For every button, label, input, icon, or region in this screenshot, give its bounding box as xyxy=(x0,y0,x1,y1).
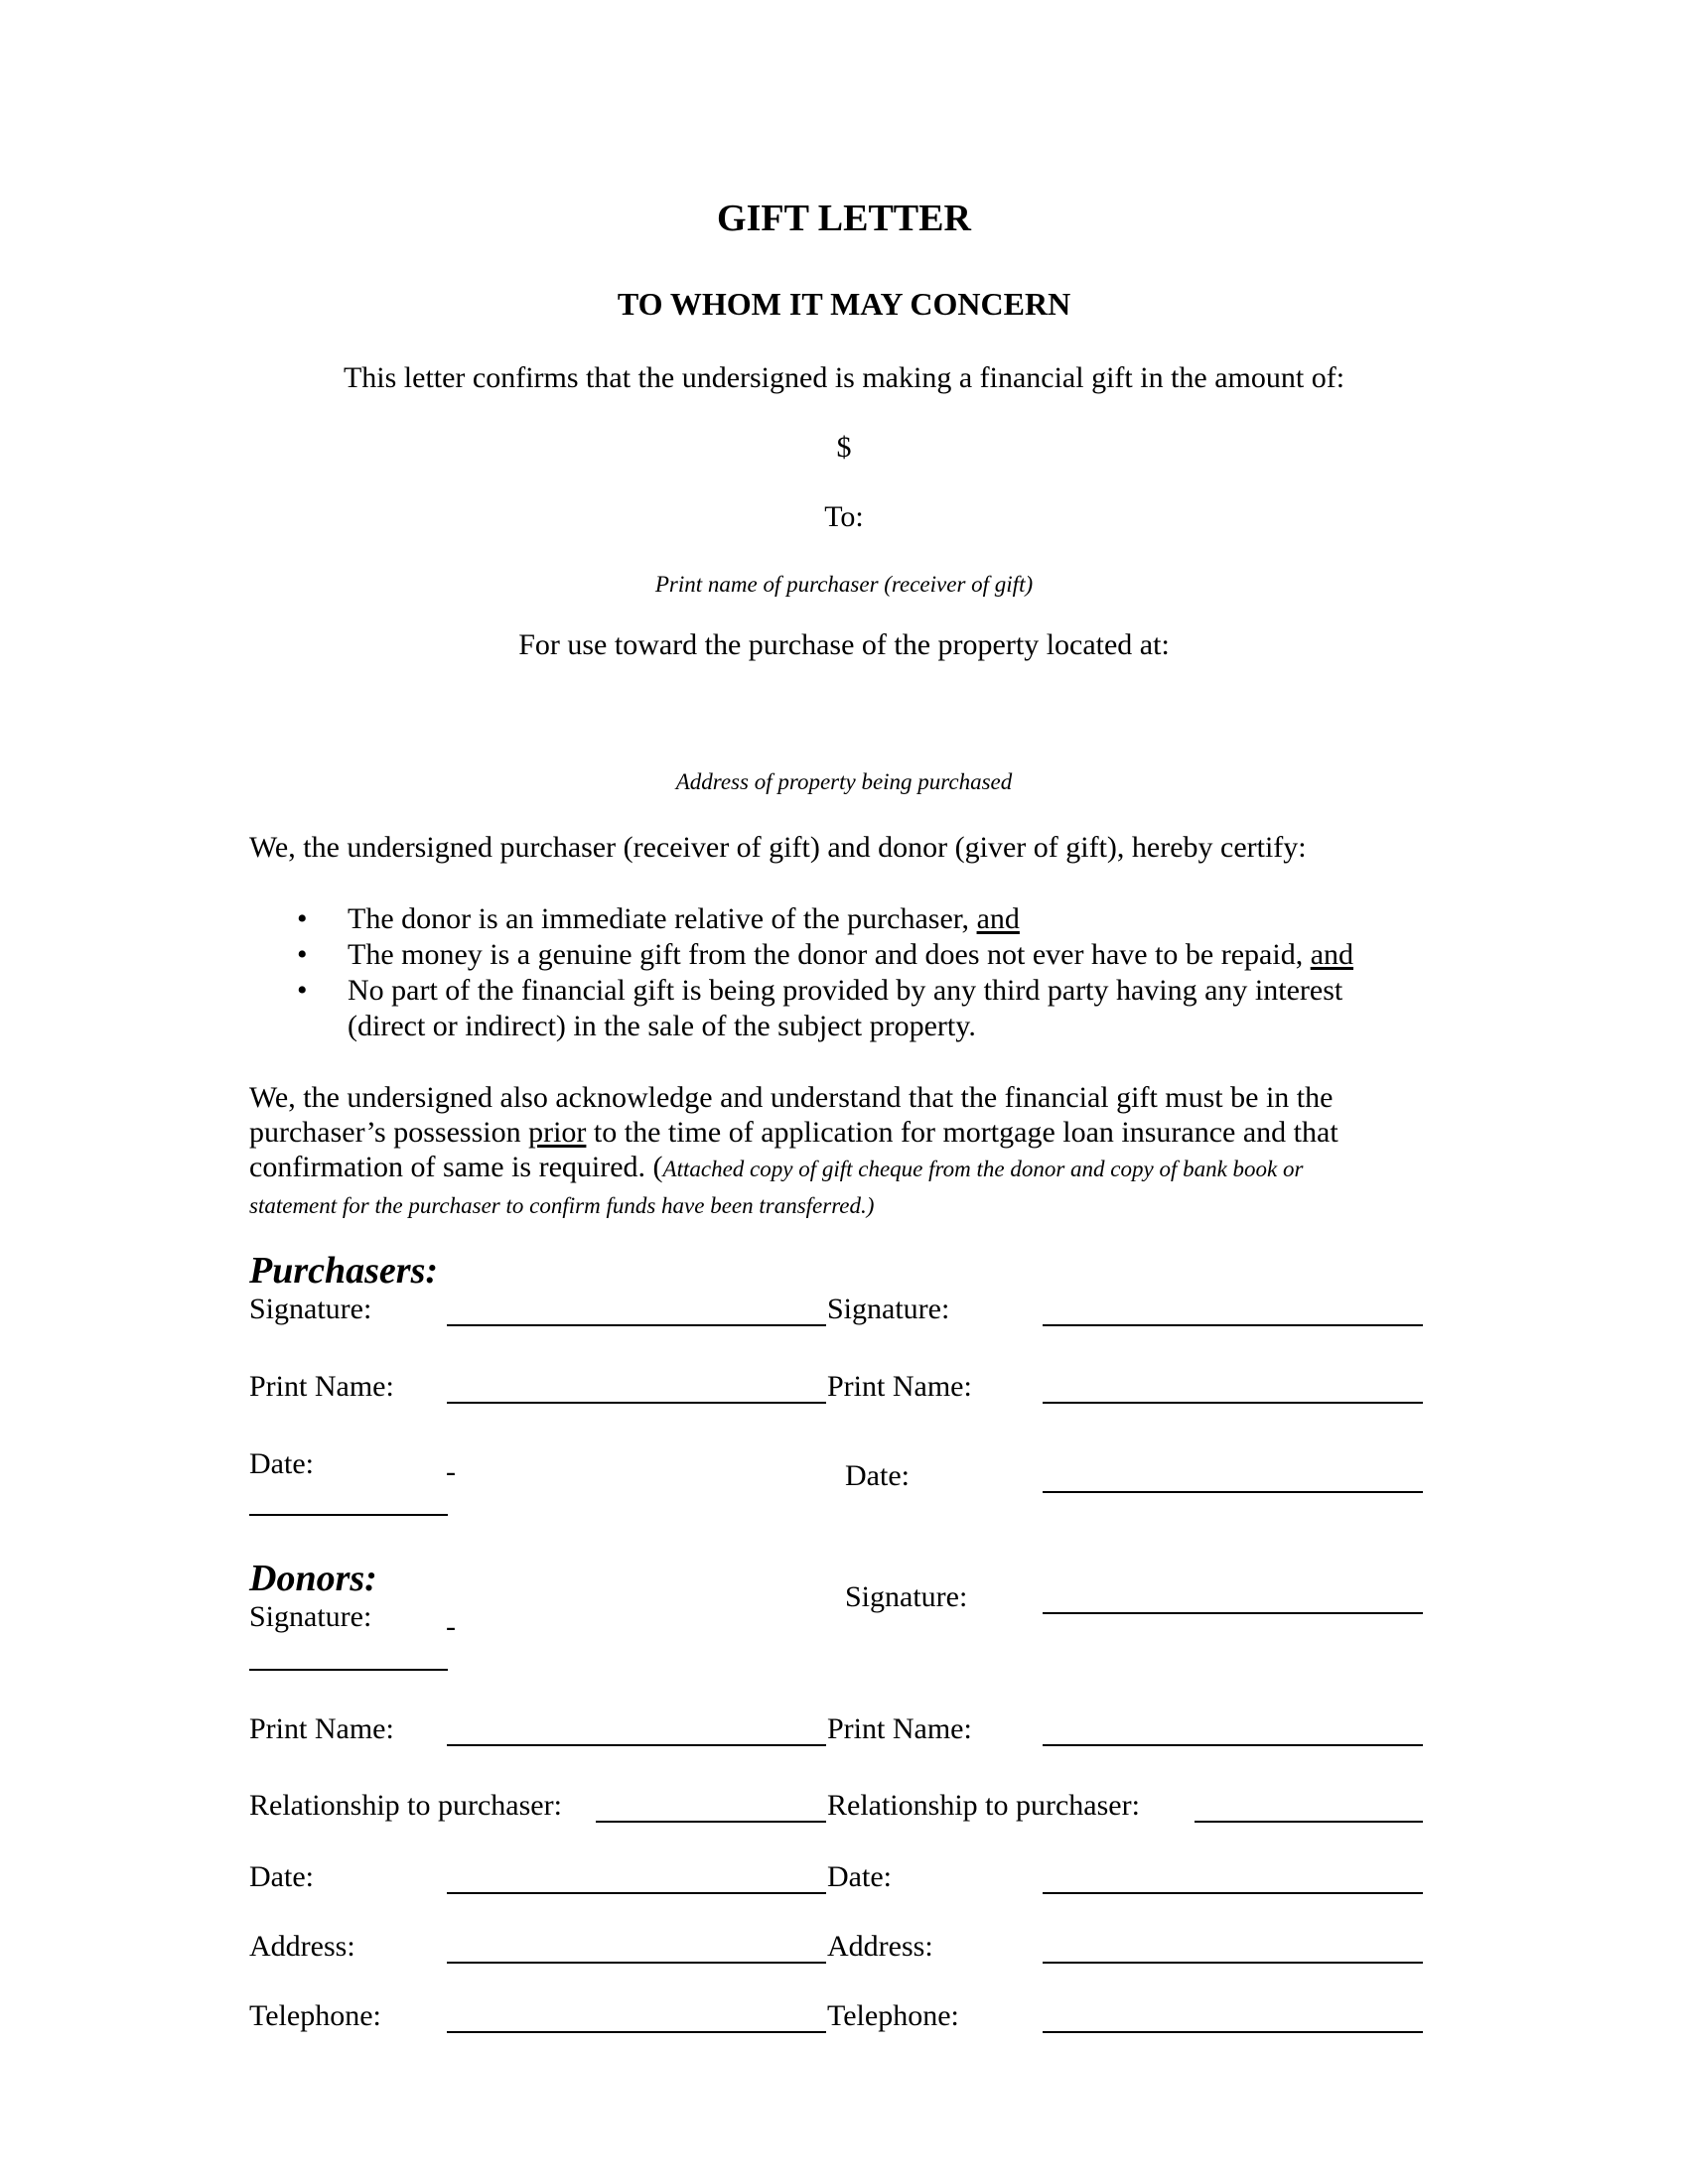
purchaser-date-label: Date: xyxy=(249,1447,314,1480)
purchaser-print-name-label: Print Name: xyxy=(827,1370,972,1403)
donor-relationship-label: Relationship to purchaser: xyxy=(827,1789,1140,1822)
confirm-text: This letter confirms that the undersigned is making a financial gift in the amount of: xyxy=(343,361,1345,394)
donor2-print-name-field[interactable] xyxy=(1043,1744,1423,1746)
list-item xyxy=(249,901,1381,937)
purchaser2-print-name-field[interactable] xyxy=(1043,1402,1423,1404)
donor-address-label: Address: xyxy=(827,1930,933,1963)
donor-date-label: Date: xyxy=(827,1860,892,1893)
bullet-icon: • xyxy=(297,938,308,971)
donor-print-name-label: Print Name: xyxy=(249,1712,394,1745)
donor-telephone-label: Telephone: xyxy=(249,1999,381,2032)
donor2-signature-field[interactable] xyxy=(1043,1612,1423,1614)
acknowledge-note: Attached copy of gift cheque from the donor and copy of bank book or statement for the purchaser to confirm funds have been transferred.) xyxy=(249,1157,1304,1218)
donor-signature-label: Signature: xyxy=(249,1600,372,1633)
list-item xyxy=(249,937,1381,973)
donor1-relationship-field[interactable] xyxy=(596,1821,826,1823)
bullet-icon: • xyxy=(297,974,308,1007)
to-label: To: xyxy=(824,500,864,533)
donor1-print-name-field[interactable] xyxy=(447,1744,826,1746)
donor-signature-label: Signature: xyxy=(845,1580,968,1613)
donor-relationship-label: Relationship to purchaser: xyxy=(249,1789,562,1822)
donor1-date-field[interactable] xyxy=(447,1892,826,1894)
list-item xyxy=(249,973,1381,1044)
donor1-telephone-field[interactable] xyxy=(447,2031,826,2033)
bullet-text: The money is a genuine gift from the donor and does not ever have to be repaid, xyxy=(348,938,1311,971)
bullet-icon: • xyxy=(297,902,308,935)
purchaser-print-name-label: Print Name: xyxy=(249,1370,394,1403)
property-address-caption: Address of property being purchased xyxy=(675,769,1013,794)
donors-heading: Donors: xyxy=(249,1558,377,1599)
bullet-text: No part of the financial gift is being provided by any third party having any interest (direct or indirect) in the sale of the subject property. xyxy=(348,974,1343,1042)
purchaser1-date-field[interactable] xyxy=(249,1514,448,1516)
purchaser-signature-label: Signature: xyxy=(827,1293,950,1325)
purchaser-date-dash: - xyxy=(446,1455,456,1488)
acknowledge-text-1: We, the undersigned also acknowledge and understand that the financial gift must be in the purchaser’s possession xyxy=(249,1081,1334,1149)
purchasers-heading: Purchasers: xyxy=(249,1250,439,1292)
certify-list xyxy=(249,901,1381,1044)
donor1-signature-field[interactable] xyxy=(249,1669,448,1671)
currency-symbol: $ xyxy=(836,431,852,464)
property-text: For use toward the purchase of the property located at: xyxy=(518,628,1170,661)
donor2-relationship-field[interactable] xyxy=(1195,1821,1423,1823)
donor2-date-field[interactable] xyxy=(1043,1892,1423,1894)
purchaser2-date-field[interactable] xyxy=(1043,1491,1423,1493)
acknowledge-prior: prior xyxy=(528,1116,587,1149)
donor2-telephone-field[interactable] xyxy=(1043,2031,1423,2033)
purchaser-signature-label: Signature: xyxy=(249,1293,372,1325)
donor-date-label: Date: xyxy=(249,1860,314,1893)
bullet-conjunction: and xyxy=(976,902,1020,935)
salutation: TO WHOM IT MAY CONCERN xyxy=(617,286,1071,322)
donor-telephone-label: Telephone: xyxy=(827,1999,959,2032)
purchaser2-signature-field[interactable] xyxy=(1043,1324,1423,1326)
donor1-address-field[interactable] xyxy=(447,1962,826,1964)
donor-signature-dash: - xyxy=(446,1610,456,1643)
certify-intro: We, the undersigned purchaser (receiver of gift) and donor (giver of gift), hereby certify: xyxy=(249,831,1307,864)
donor2-address-field[interactable] xyxy=(1043,1962,1423,1964)
purchaser1-print-name-field[interactable] xyxy=(447,1402,826,1404)
page-title: GIFT LETTER xyxy=(717,198,971,239)
acknowledge-paragraph xyxy=(249,1080,1381,1223)
bullet-conjunction: and xyxy=(1310,938,1354,971)
donor-print-name-label: Print Name: xyxy=(827,1712,972,1745)
purchaser-date-label: Date: xyxy=(845,1459,910,1492)
purchaser-name-caption: Print name of purchaser (receiver of gift) xyxy=(654,572,1034,597)
bullet-text: The donor is an immediate relative of the purchaser, xyxy=(348,902,977,935)
donor-address-label: Address: xyxy=(249,1930,355,1963)
purchaser1-signature-field[interactable] xyxy=(447,1324,826,1326)
acknowledge-text-2: to the time of application for mortgage loan insurance and that confirmation of same is required. ( xyxy=(249,1116,1338,1183)
